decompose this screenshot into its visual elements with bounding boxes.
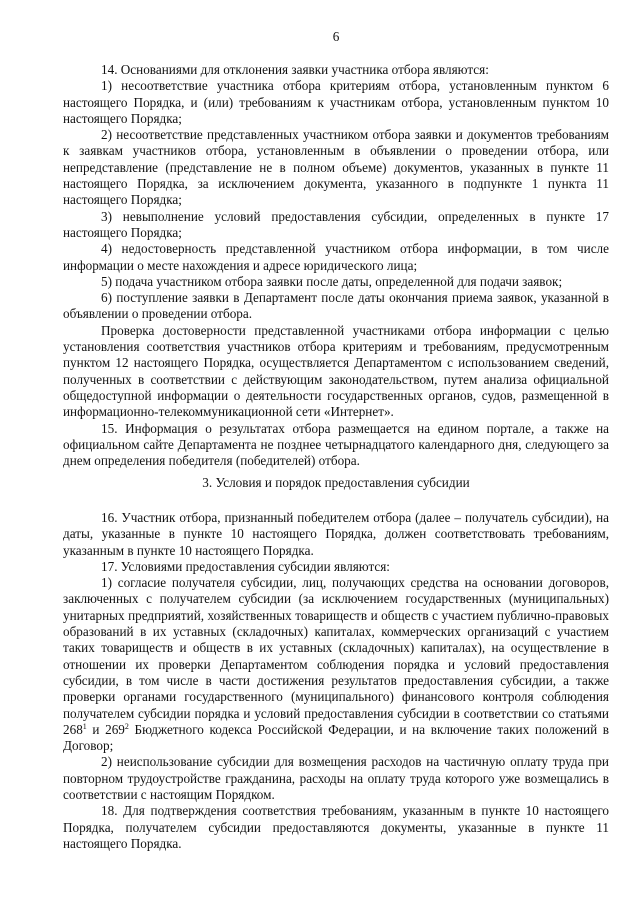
paragraph-14: 14. Основаниями для отклонения заявки участника отбора являются: <box>101 62 489 77</box>
paragraph-14-item-2: 2) несоответствие представленных участником отбора заявки и документов требованиям к заявкам участников отбора, установленным в объявлении о проведении отбора, или непредставление (представление не в полном объеме) документов, указанных в пункте 11 настоящего Порядка, за исключением документа, указанного в подпункте 1 пункта 11 настоящего Порядка; <box>63 127 609 208</box>
paragraph-18: 18. Для подтверждения соответствия требованиям, указанным в пункте 10 настоящего Порядка, получателем субсидии предоставляются документы, указанные в пункте 11 настоящего Порядка. <box>63 803 609 851</box>
section-3 <box>63 510 609 852</box>
section-heading: 3. Условия и порядок предоставления субсидии <box>202 475 470 490</box>
paragraph-16: 16. Участник отбора, признанный победителем отбора (далее – получатель субсидии), на даты, указанные в пункте 10 настоящего Порядка, должен соответствовать требованиям, указанным в пункте 10 настоящего Порядка. <box>63 510 609 558</box>
paragraph-17-item-1-text-b: и 269 <box>86 721 125 737</box>
paragraph-verification: Проверка достоверности представленной участниками отбора информации с целью установления соответствия участников отбора критериям и требованиям, предусмотренным пунктом 12 настоящего Порядка, осуществляется Департаментом с использованием сведений, полученных в соответствии с действующим законодательством, путем анализа официальной общедоступной информации о деятельности государственных органов, судов, размещенной в информационно-телекоммуникационной сети «Интернет». <box>63 322 609 420</box>
page-number: 6 <box>332 29 340 44</box>
superscript-1: 1 <box>82 721 87 731</box>
paragraph-15: 15. Информация о результатах отбора размещается на едином портале, а также на официальном сайте Департамента не позднее четырнадцатого календарного дня, следующего за днем определения победителя (победителей) отбора. <box>63 420 609 469</box>
paragraph-14-item-5: 5) подача участником отбора заявки после даты, определенной для подачи заявок; <box>101 273 563 289</box>
paragraph-14-item-1: 1) несоответствие участника отбора критериям отбора, установленным пунктом 6 настоящего Порядка, и (или) требованиям к участникам отбора, установленным пунктом 10 настоящего Порядка; <box>63 78 609 126</box>
paragraph-17: 17. Условиями предоставления субсидии являются: <box>101 558 390 574</box>
paragraph-14-item-6: 6) поступление заявки в Департамент после даты окончания приема заявок, указанной в объявлении о проведении отбора. <box>63 290 609 322</box>
paragraph-17-item-1-text-c: Бюджетного кодекса Российской Федерации, и на включение таких положений в Договор; <box>63 721 610 754</box>
paragraph-14-item-3: 3) невыполнение условий предоставления субсидии, определенных в пункте 17 настоящего Порядка; <box>63 208 609 240</box>
paragraph-17-item-1 <box>63 575 609 754</box>
superscript-2: 2 <box>124 721 129 731</box>
paragraph-17-item-2: 2) неиспользование субсидии для возмещения расходов на частичную оплату труда при повторном трудоустройстве гражданина, расходы на оплату труда которого уже возмещались в соответствии с настоящим Порядком. <box>63 754 609 803</box>
section-before-heading <box>63 62 609 469</box>
paragraph-14-item-4: 4) недостоверность представленной участником отбора информации, в том числе информации о месте нахождения и адресе юридического лица; <box>63 241 609 273</box>
paragraph-17-item-1-text-a: 1) согласие получателя субсидии, лиц, получающих средства на основании договоров, заключенных с получателем субсидии (за исключением государственных (муниципальных) унитарных предприятий, хозяйственных товариществ и обществ с участием публично-правовых образований в их уставных (складочных) капиталах, коммерческих организаций с участием таких товариществ и обществ в их уставных (складочных) капиталах), на осуществление в отношении их проверки Департаментом соблюдения порядка и условий предоставления субсидии, в том числе в части достижения результатов предоставления субсидии, а также проверки органами государственного (муниципального) финансового контроля соблюдения получателем субсидии порядка и условий предоставления субсидии в соответствии со статьями 268 <box>63 575 609 737</box>
